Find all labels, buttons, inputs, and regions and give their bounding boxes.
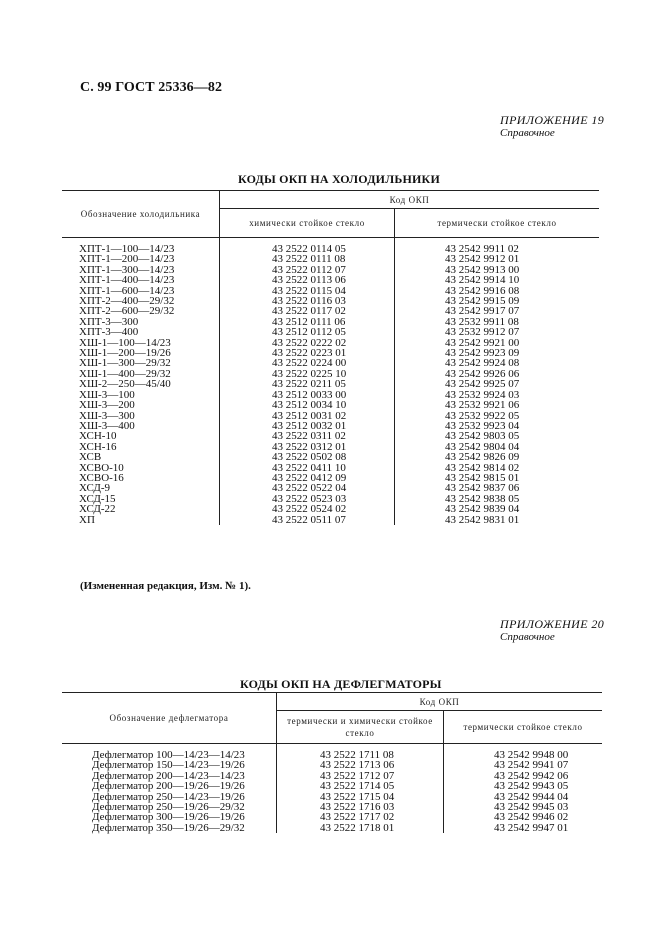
- table-row: [62, 744, 602, 761]
- code-cell: 43 2522 0411 10: [220, 463, 395, 473]
- code-cell: 43 2542 9924 08: [445, 357, 520, 370]
- code-cell: 43 2522 1717 02: [277, 812, 444, 822]
- code-cell: 43 2522 0522 04: [220, 483, 395, 493]
- code-cell: 43 2542 9826 09: [445, 451, 520, 464]
- designation-cell: ХШ-3—400: [62, 421, 220, 431]
- designation-cell: ХШ-1—300—29/32: [62, 358, 220, 368]
- code-cell: 43 2512 0033 00: [220, 390, 395, 400]
- designation-cell: Дефлегматор 200—14/23—14/23: [62, 771, 277, 781]
- code-cell: 43 2522 1711 08: [277, 744, 444, 761]
- appendix-19-label: ПРИЛОЖЕНИЕ 19: [500, 113, 605, 127]
- code-cell: 43 2542 9804 04: [445, 440, 520, 453]
- code-cell: 43 2542 9942 06: [494, 769, 569, 782]
- designation-cell: ХПТ-3—300: [62, 317, 220, 327]
- designation-cell: ХПТ-1—600—14/23: [62, 286, 220, 296]
- code-cell: 43 2542 9925 07: [445, 378, 520, 391]
- code-cell: 43 2542 9923 09: [445, 347, 520, 360]
- appendix-20-label: ПРИЛОЖЕНИЕ 20: [500, 617, 605, 631]
- code-cell: 43 2542 9803 05: [445, 430, 520, 443]
- table2-title: КОДЫ ОКП НА ДЕФЛЕГМАТОРЫ: [240, 677, 442, 691]
- designation-cell: Дефлегматор 200—19/26—19/26: [62, 781, 277, 791]
- code-cell: 43 2522 1715 04: [277, 792, 444, 802]
- designation-cell: ХШ-2—250—45/40: [62, 379, 220, 389]
- code-cell: 43 2542 9839 04: [445, 503, 520, 516]
- table2-col-thermchem: термически и химически стойкое стекло: [277, 711, 444, 744]
- table2-col-therm: термически стойкое стекло: [444, 711, 603, 744]
- designation-cell: ХШ-1—400—29/32: [62, 369, 220, 379]
- code-cell: 43 2542 9914 10: [445, 274, 520, 287]
- table1-title: КОДЫ ОКП НА ХОЛОДИЛЬНИКИ: [238, 172, 440, 186]
- appendix-20-sub: Справочное: [500, 631, 555, 643]
- code-cell: 43 2522 0111 08: [220, 254, 395, 264]
- designation-cell: Дефлегматор 250—19/26—29/32: [62, 802, 277, 812]
- designation-cell: ХП: [62, 515, 220, 525]
- designation-cell: ХПТ-2—400—29/32: [62, 296, 220, 306]
- code-cell: 43 2522 0211 05: [220, 379, 395, 389]
- code-cell: 43 2522 1712 07: [277, 771, 444, 781]
- code-cell: 43 2542 9945 03: [494, 801, 569, 814]
- table-row: [62, 400, 599, 410]
- table2-col-kod: Код ОКП: [277, 693, 603, 711]
- designation-cell: ХСВО-10: [62, 463, 220, 473]
- code-cell: 43 2542 9838 05: [445, 492, 520, 505]
- designation-cell: ХШ-3—300: [62, 411, 220, 421]
- code-cell: 43 2512 0112 05: [220, 327, 395, 337]
- code-cell: 43 2512 0111 06: [220, 317, 395, 327]
- table2-body: [62, 744, 602, 834]
- code-cell: 43 2542 9947 01: [494, 821, 569, 834]
- code-cell: 43 2522 0311 02: [220, 431, 395, 441]
- table1-col-chem: химически стойкое стекло: [220, 209, 395, 238]
- code-cell: 43 2542 9916 08: [445, 284, 520, 297]
- code-cell: 43 2542 9941 07: [494, 759, 569, 772]
- code-cell: 43 2542 9915 09: [445, 295, 520, 308]
- code-cell: 43 2522 0312 01: [220, 442, 395, 452]
- code-cell: 43 2522 0502 08: [220, 452, 395, 462]
- designation-cell: Дефлегматор 300—19/26—19/26: [62, 812, 277, 822]
- designation-cell: ХСВО-16: [62, 473, 220, 483]
- appendix-20: [500, 618, 604, 644]
- code-cell: 43 2522 0116 03: [220, 296, 395, 306]
- code-cell: 43 2522 0412 09: [220, 473, 395, 483]
- code-cell: 43 2532 9924 03: [445, 388, 520, 401]
- code-cell: 43 2542 9911 02: [445, 243, 519, 255]
- code-cell: 43 2522 0224 00: [220, 358, 395, 368]
- code-cell: 43 2542 9815 01: [445, 471, 520, 484]
- appendix-19-sub: Справочное: [500, 127, 555, 139]
- designation-cell: ХПТ-3—400: [62, 327, 220, 337]
- code-cell: 43 2522 0524 02: [220, 504, 395, 514]
- table-row: [62, 238, 599, 255]
- table1-col-therm: термически стойкое стекло: [395, 209, 600, 238]
- code-cell: 43 2542 9921 00: [445, 336, 520, 349]
- code-cell: 43 2522 0225 10: [220, 369, 395, 379]
- designation-cell: Дефлегматор 250—14/23—19/26: [62, 792, 277, 802]
- table2-col-name: Обозначение дефлегматора: [62, 693, 277, 744]
- designation-cell: ХШ-3—200: [62, 400, 220, 410]
- table1-col-name: Обозначение холодильника: [62, 191, 220, 238]
- code-cell: 43 2512 0034 10: [220, 400, 395, 410]
- table-row: [62, 452, 599, 462]
- code-cell: 43 2532 9921 06: [445, 399, 520, 412]
- table-coolers: [62, 190, 599, 525]
- table-row: [62, 823, 602, 833]
- page-header: С. 99 ГОСТ 25336—82: [80, 80, 223, 95]
- code-cell: 43 2512 0032 01: [220, 421, 395, 431]
- code-cell: 43 2522 1718 01: [277, 823, 444, 833]
- code-cell: 43 2532 9912 07: [445, 326, 520, 339]
- code-cell: 43 2522 0113 06: [220, 275, 395, 285]
- designation-cell: ХШ-1—100—14/23: [62, 338, 220, 348]
- revision-note: (Измененная редакция, Изм. № 1).: [80, 580, 251, 592]
- code-cell: 43 2522 0117 02: [220, 306, 395, 316]
- code-cell: 43 2542 9913 00: [445, 263, 520, 276]
- code-cell: 43 2522 1714 05: [277, 781, 444, 791]
- code-cell: 43 2542 9814 02: [445, 461, 520, 474]
- designation-cell: ХСН-16: [62, 442, 220, 452]
- designation-cell: ХПТ-1—300—14/23: [62, 265, 220, 275]
- code-cell: 43 2522 0115 04: [220, 286, 395, 296]
- code-cell: 43 2542 9912 01: [445, 253, 520, 266]
- designation-cell: Дефлегматор 150—14/23—19/26: [62, 760, 277, 770]
- designation-cell: ХСН-10: [62, 431, 220, 441]
- designation-cell: Дефлегматор 100—14/23—14/23: [62, 744, 277, 761]
- code-cell: 43 2522 0222 02: [220, 338, 395, 348]
- code-cell: 43 2522 0223 01: [220, 348, 395, 358]
- code-cell: 43 2522 1713 06: [277, 760, 444, 770]
- code-cell: 43 2542 9831 01: [445, 513, 520, 526]
- code-cell: 43 2542 9837 06: [445, 482, 520, 495]
- designation-cell: ХПТ-1—200—14/23: [62, 254, 220, 264]
- designation-cell: ХСД-9: [62, 483, 220, 493]
- code-cell: 43 2522 0523 03: [220, 494, 395, 504]
- table-row: [62, 504, 599, 514]
- code-cell: 43 2542 9944 04: [494, 790, 569, 803]
- code-cell: 43 2542 9948 00: [494, 749, 569, 761]
- table-row: [62, 515, 599, 525]
- code-cell: 43 2532 9911 08: [445, 315, 519, 328]
- table1-col-kod: Код ОКП: [220, 191, 600, 209]
- designation-cell: ХШ-1—200—19/26: [62, 348, 220, 358]
- table-dephlegmators: [62, 692, 602, 833]
- code-cell: 43 2522 0114 05: [220, 238, 395, 255]
- designation-cell: ХПТ-1—400—14/23: [62, 275, 220, 285]
- designation-cell: ХПТ-2—600—29/32: [62, 306, 220, 316]
- code-cell: 43 2522 0112 07: [220, 265, 395, 275]
- table1-body: [62, 238, 599, 525]
- designation-cell: ХСД-22: [62, 504, 220, 514]
- designation-cell: ХПТ-1—100—14/23: [62, 238, 220, 255]
- code-cell: 43 2542 9946 02: [494, 811, 569, 824]
- code-cell: 43 2542 9943 05: [494, 780, 569, 793]
- code-cell: 43 2522 0511 07: [220, 515, 395, 525]
- designation-cell: Дефлегматор 350—19/26—29/32: [62, 823, 277, 833]
- code-cell: 43 2532 9923 04: [445, 419, 520, 432]
- designation-cell: ХСД-15: [62, 494, 220, 504]
- appendix-19: [500, 114, 604, 140]
- designation-cell: ХСВ: [62, 452, 220, 462]
- code-cell: 43 2522 1716 03: [277, 802, 444, 812]
- code-cell: 43 2542 9926 06: [445, 367, 520, 380]
- designation-cell: ХШ-3—100: [62, 390, 220, 400]
- code-cell: 43 2532 9922 05: [445, 409, 520, 422]
- code-cell: 43 2542 9917 07: [445, 305, 520, 318]
- code-cell: 43 2512 0031 02: [220, 411, 395, 421]
